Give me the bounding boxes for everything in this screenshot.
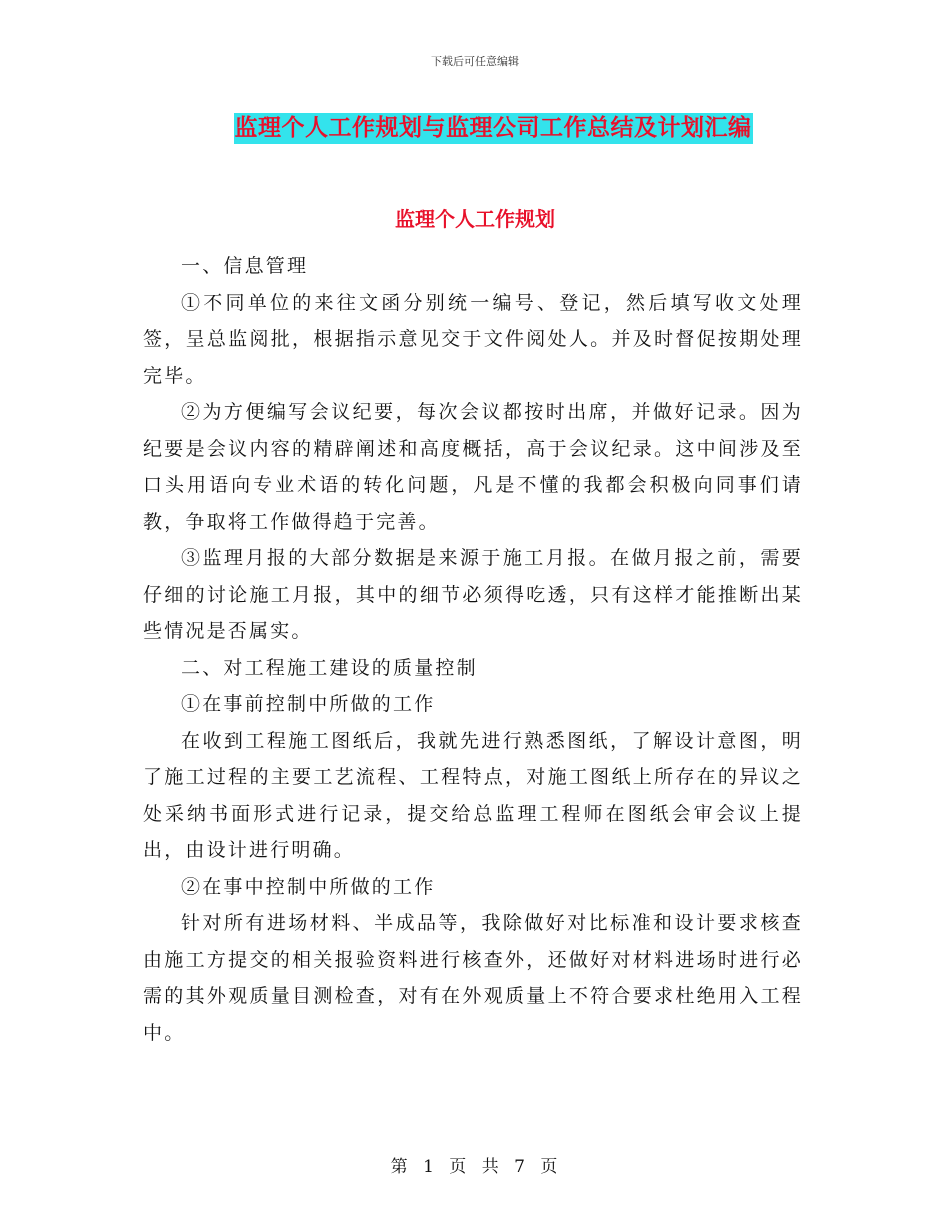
header-note: 下载后可任意编辑 [431,55,519,68]
paragraph: 在收到工程施工图纸后，我就先进行熟悉图纸，了解设计意图，明了施工过程的主要工艺流程、工程特点，对施工图纸上所存在的异议之处采纳书面形式进行记录，提交给总监理工程师在图纸会审会议上提出，由设计进行明确。 [143,729,803,861]
footer-label-unit: 页 [449,1157,469,1177]
paragraph: 针对所有进场材料、半成品等，我除做好对比标准和设计要求核查由施工方提交的相关报验资料进行核查外，还做好对材料进场时进行必需的其外观质量目测检查，对有在外观质量上不符合要求杜绝用入工程中。 [143,912,803,1044]
page-footer [0,1152,950,1177]
paragraph: ③监理月报的大部分数据是来源于施工月报。在做月报之前，需要仔细的讨论施工月报，其中的细节必须得吃透，只有这样才能推断出某些情况是否属实。 [143,547,803,642]
footer-label-total: 共 [481,1157,501,1177]
paragraph-heading-info-management: 一、信息管理 [181,255,309,277]
paragraph: ①不同单位的来往文函分别统一编号、登记，然后填写收文处理签，呈总监阅批，根据指示意见交于文件阅处人。并及时督促按期处理完毕。 [143,291,803,387]
paragraph-subheading: ②在事中控制中所做的工作 [181,875,436,898]
footer-label-unit-2: 页 [540,1157,560,1177]
footer-current-page: 1 [423,1157,436,1177]
paragraph-subheading: ①在事前控制中所做的工作 [181,693,436,715]
paragraph-heading-quality-control: 二、对工程施工建设的质量控制 [181,656,478,679]
document-body [143,248,803,1051]
document-title: 监理个人工作规划与监理公司工作总结及计划汇编 [234,113,753,144]
footer-total-pages: 7 [514,1157,527,1177]
section-title: 监理个人工作规划 [395,207,555,231]
footer-label-page: 第 [390,1157,410,1177]
paragraph: ②为方便编写会议纪要，每次会议都按时出席，并做好记录。因为纪要是会议内容的精辟阐述和高度概括，高于会议纪录。这中间涉及至口头用语向专业术语的转化问题，凡是不懂的我都会积极向同事们请教，争取将工作做得趋于完善。 [143,401,803,533]
document-title-container [0,113,950,144]
